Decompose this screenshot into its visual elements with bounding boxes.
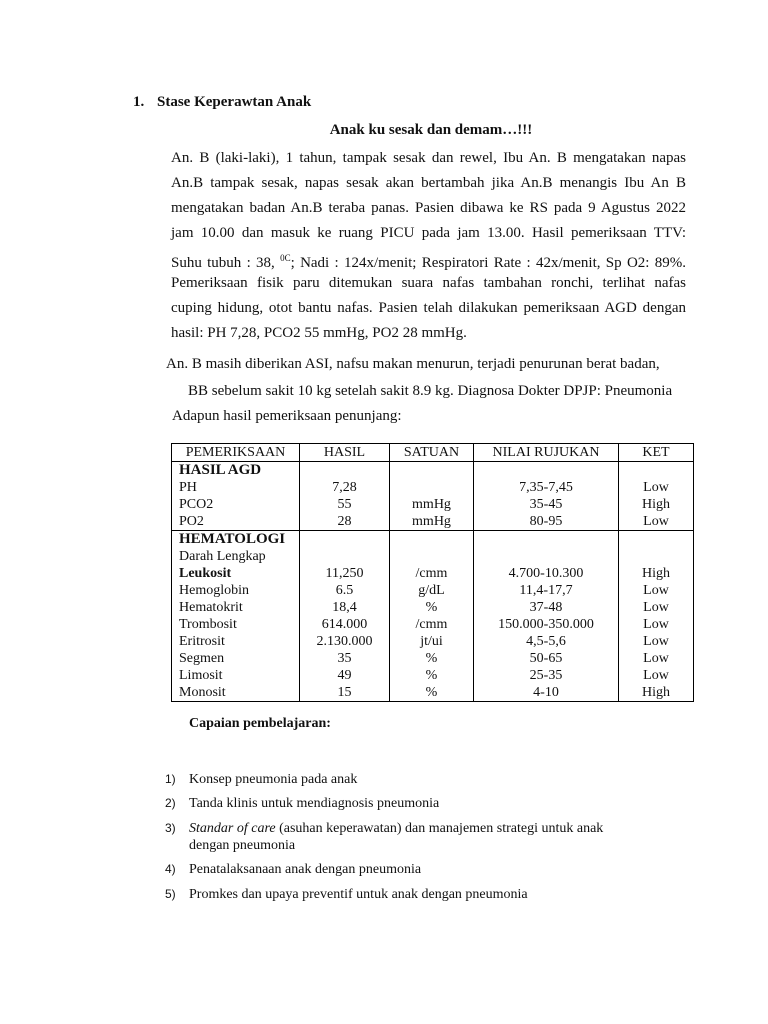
test-reference: 50-65: [529, 651, 563, 666]
paragraph-line: mengatakan badan An.B teraba panas. Pasien dibawa ke RS pada 9 Agustus 2022: [171, 200, 686, 216]
test-unit: /cmm: [415, 566, 448, 581]
lab-results-table: [171, 443, 694, 702]
hematologi-sub-label: Darah Lengkap: [179, 549, 266, 564]
test-reference: 150.000-350.000: [498, 617, 594, 632]
test-unit: mmHg: [412, 514, 451, 529]
agd-rujukan-cell: [474, 462, 619, 531]
test-unit: %: [425, 651, 438, 666]
test-status: Low: [643, 514, 669, 529]
test-status: High: [642, 566, 670, 581]
header-nilai-rujukan: NILAI RUJUKAN: [474, 444, 619, 462]
hematologi-rujukan-cell: [474, 531, 619, 702]
agd-section: [172, 462, 694, 531]
test-reference: 7,35-7,45: [519, 480, 573, 495]
learning-item-number: 3): [165, 821, 176, 835]
paragraph-line: An.B tampak sesak, napas sesak akan bertambah jika An.B menangis Ibu An B: [171, 175, 686, 191]
test-unit: [390, 479, 473, 496]
test-reference: 35-45: [529, 497, 563, 512]
agd-names-cell: [172, 462, 300, 531]
test-status: Low: [643, 480, 669, 495]
test-status: High: [642, 497, 670, 512]
hematologi-section-label: HEMATOLOGI: [179, 531, 286, 547]
learning-item-number: 4): [165, 862, 176, 876]
hematologi-satuan-cell: [390, 531, 474, 702]
learning-item-text-continued: dengan pneumonia: [189, 838, 296, 853]
learning-item-text: Tanda klinis untuk mendiagnosis pneumonia: [189, 796, 440, 811]
learning-item-number: 1): [165, 772, 176, 786]
test-result: 28: [337, 514, 352, 529]
test-reference: 80-95: [529, 514, 563, 529]
learning-item-text: Promkes dan upaya preventif untuk anak dengan pneumonia: [189, 887, 528, 902]
test-name: Hematokrit: [179, 600, 243, 615]
learning-item-number: 2): [165, 796, 176, 810]
test-result: 7,28: [332, 480, 357, 495]
test-name: PO2: [179, 514, 204, 529]
vitals-text-b: ; Nadi : 124x/menit; Respiratori Rate : 42x/menit, Sp O2: 89%.: [290, 255, 686, 271]
test-status: Low: [643, 583, 669, 598]
hematologi-ket-cell: [619, 531, 694, 702]
test-name: PCO2: [179, 497, 214, 512]
test-result: 614.000: [321, 617, 368, 632]
learning-item-text: Konsep pneumonia pada anak: [189, 772, 358, 787]
learning-heading: Capaian pembelajaran:: [189, 716, 331, 731]
vitals-text-a: Suhu tubuh : 38,: [171, 255, 281, 271]
test-name: Hemoglobin: [179, 583, 249, 598]
section-number: 1.: [133, 94, 145, 110]
test-result: 18,4: [332, 600, 357, 615]
test-name: Limosit: [179, 668, 223, 683]
paragraph-line: jam 10.00 dan masuk ke ruang PICU pada jam 13.00. Hasil pemeriksaan TTV:: [171, 225, 686, 241]
hematologi-hasil-cell: [300, 531, 390, 702]
test-status: High: [642, 685, 670, 700]
case-title: Anak ku sesak dan demam…!!!: [329, 122, 533, 138]
agd-hasil-cell: [300, 462, 390, 531]
test-status: Low: [643, 668, 669, 683]
test-result: 55: [337, 497, 352, 512]
test-status: Low: [643, 617, 669, 632]
test-name: Leukosit: [179, 566, 232, 581]
agd-satuan-cell: [390, 462, 474, 531]
hematologi-section: [172, 531, 694, 702]
test-result: 2.130.000: [316, 634, 373, 649]
test-result: 35: [337, 651, 352, 666]
paragraph-2-line-1: An. B masih diberikan ASI, nafsu makan menurun, terjadi penurunan berat badan,: [166, 356, 660, 372]
test-name: Trombosit: [179, 617, 237, 632]
test-name: Monosit: [179, 685, 226, 700]
test-unit: /cmm: [415, 617, 448, 632]
test-reference: 4-10: [533, 685, 559, 700]
header-hasil: HASIL: [300, 444, 390, 462]
learning-item-number: 5): [165, 887, 176, 901]
learning-item-text: Penatalaksanaan anak dengan pneumonia: [189, 862, 422, 877]
test-result: 15: [337, 685, 352, 700]
paragraph-2-line-2: BB sebelum sakit 10 kg setelah sakit 8.9 kg. Diagnosa Dokter DPJP: Pneumonia: [188, 383, 673, 399]
test-name: Segmen: [179, 651, 225, 666]
agd-ket-cell: [619, 462, 694, 531]
test-status: Low: [643, 634, 669, 649]
paragraph-line: hasil: PH 7,28, PCO2 55 mmHg, PO2 28 mmHg.: [171, 325, 467, 341]
test-reference: 25-35: [529, 668, 563, 683]
test-result: 6.5: [335, 583, 354, 598]
agd-section-label: HASIL AGD: [179, 462, 262, 478]
test-reference: 11,4-17,7: [519, 583, 573, 598]
header-ket: KET: [619, 444, 694, 462]
test-reference: 37-48: [529, 600, 563, 615]
table-header-row: [172, 444, 694, 462]
test-unit: %: [425, 685, 438, 700]
test-unit: mmHg: [412, 497, 451, 512]
test-unit: g/dL: [418, 583, 445, 598]
test-result: 11,250: [325, 566, 364, 581]
learning-item-text-line: [189, 820, 603, 837]
paragraph-line-vitals: [171, 246, 686, 271]
temperature-unit: 0C: [280, 253, 291, 263]
test-status: Low: [643, 600, 669, 615]
header-pemeriksaan: PEMERIKSAAN: [172, 444, 300, 462]
paragraph-2-line-3: Adapun hasil pemeriksaan penunjang:: [172, 408, 402, 424]
case-paragraph-1: [171, 146, 686, 346]
paragraph-line: Pemeriksaan fisik paru ditemukan suara nafas tambahan ronchi, terlihat nafas: [171, 275, 686, 291]
test-reference: 4.700-10.300: [508, 566, 584, 581]
paragraph-line: An. B (laki-laki), 1 tahun, tampak sesak dan rewel, Ibu An. B mengatakan napas: [171, 150, 686, 166]
test-status: Low: [643, 651, 669, 666]
test-unit: jt/ui: [420, 634, 443, 649]
test-name: PH: [179, 480, 197, 495]
learning-item-text: (asuhan keperawatan) dan manajemen strategi untuk anak: [275, 821, 604, 836]
test-unit: %: [425, 600, 438, 615]
test-unit: %: [425, 668, 438, 683]
hematologi-names-cell: [172, 531, 300, 702]
test-result: 49: [337, 668, 352, 683]
section-title: Stase Keperawtan Anak: [157, 94, 312, 110]
test-name: Eritrosit: [179, 634, 225, 649]
learning-item-italic: Standar of care: [189, 821, 276, 836]
header-satuan: SATUAN: [390, 444, 474, 462]
test-reference: 4,5-5,6: [526, 634, 566, 649]
paragraph-line: cuping hidung, otot bantu nafas. Pasien telah dilakukan pemeriksaan AGD dengan: [171, 300, 686, 316]
